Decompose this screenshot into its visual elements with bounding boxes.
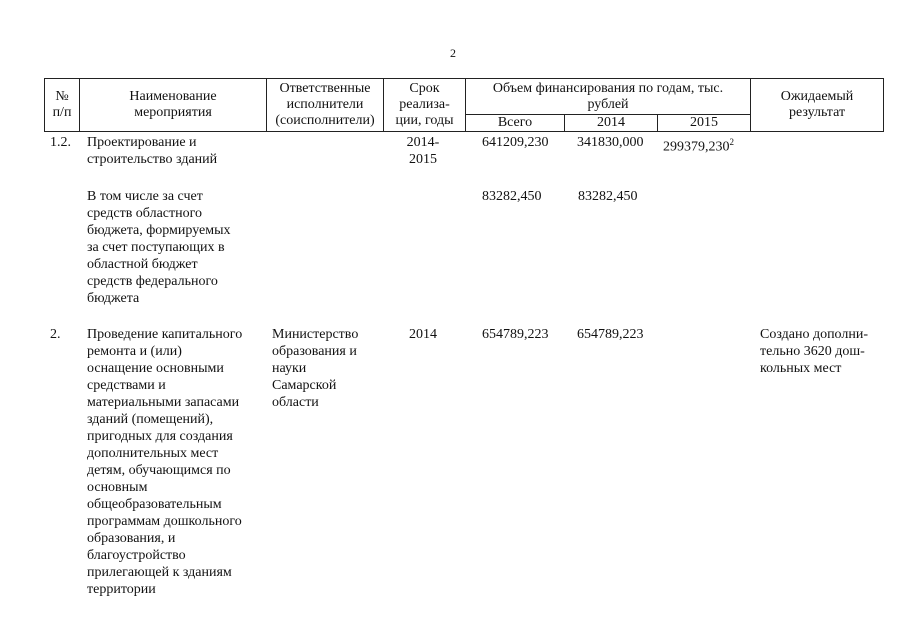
row-2-total: 654789,223 bbox=[482, 327, 549, 342]
table-header bbox=[44, 78, 884, 132]
row-1-2014: 341830,000 bbox=[577, 135, 644, 150]
header-executors: Ответственные исполнители (соисполнители) bbox=[267, 79, 384, 132]
row-2-term: 2014 bbox=[409, 327, 437, 342]
header-funding: Объем финансирования по годам, тыс. рублей bbox=[466, 79, 751, 115]
row-1-2015-value: 299379,230 bbox=[663, 139, 730, 155]
header-name: Наименование мероприятия bbox=[80, 79, 267, 132]
row-1-2015-footnote: 2 bbox=[729, 137, 734, 147]
row-1-sub-total: 83282,450 bbox=[482, 189, 542, 204]
row-2-result: Создано дополни- тельно 3620 дош- кольных мест bbox=[760, 327, 869, 376]
row-1-2015 bbox=[663, 134, 734, 156]
row-2-2014: 654789,223 bbox=[577, 327, 644, 342]
header-total: Всего bbox=[466, 115, 565, 132]
header-result: Ожидаемый результат bbox=[751, 79, 884, 132]
row-2-executors: Министерство образования и науки Самарской области bbox=[272, 327, 359, 410]
row-2-num: 2. bbox=[50, 327, 61, 342]
row-1-term: 2014- 2015 bbox=[406, 135, 440, 167]
header-2015: 2015 bbox=[658, 115, 751, 132]
page-number: 2 bbox=[450, 46, 456, 60]
header-term: Срок реализа- ции, годы bbox=[384, 79, 466, 132]
header-num: № п/п bbox=[45, 79, 80, 132]
row-1-sub-name: В том числе за счет средств областного бюджета, формируемых за счет поступающих в областной бюджет средств федерального бюджета bbox=[87, 189, 231, 306]
header-2014: 2014 bbox=[565, 115, 658, 132]
row-1-total: 641209,230 bbox=[482, 135, 549, 150]
row-1-num: 1.2. bbox=[50, 135, 71, 150]
row-2-name: Проведение капитального ремонта и (или) оснащение основными средствами и материальными запасами зданий (помещений), пригодных для создания дополнительных мест детям, обучающимся по основным общеобразовательным программам дошкольного образования, и благоустройство прилегающей к зданиям территории bbox=[87, 327, 243, 597]
row-1-sub-2014: 83282,450 bbox=[578, 189, 638, 204]
row-1-name: Проектирование и строительство зданий bbox=[87, 135, 218, 167]
